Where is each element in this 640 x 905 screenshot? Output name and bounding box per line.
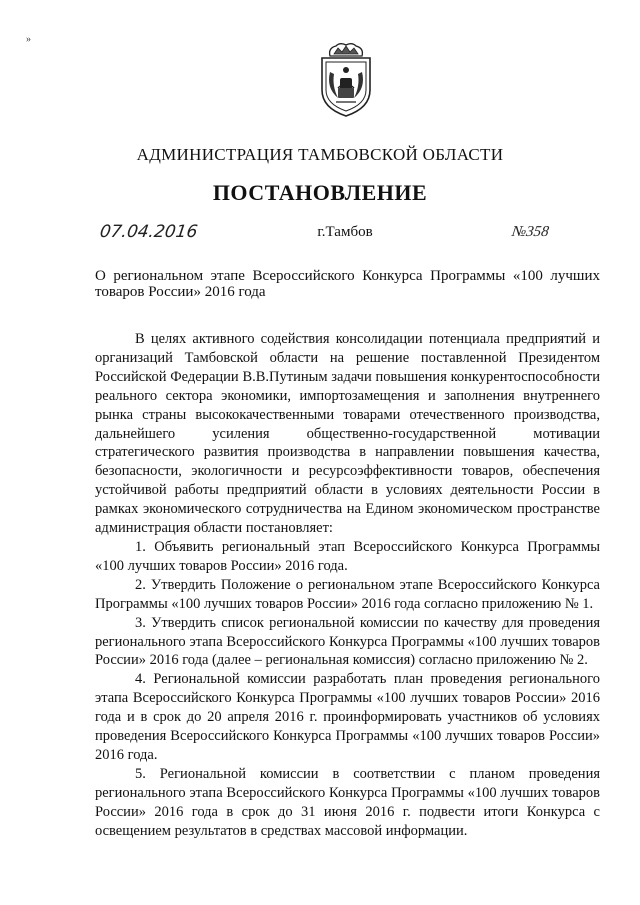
item-paragraph-3: 3. Утвердить список региональной комиссии по качеству для проведения регионального этапа Всероссийского Конкурса Программы «100 лучших товаров России» 2016 года (далее – региональная комиссия) согласно приложению № 2. [95,614,600,669]
item-paragraph-5: 5. Региональной комиссии в соответствии с планом проведения регионального этапа Всероссийского Конкурса Программы «100 лучших товаров России» 2016 года в срок до 31 июня 2016 г. подвести итоги Конкурса с освещением результатов в средствах массовой информации. [95,765,600,839]
document-city: г.Тамбов [317,224,373,240]
preamble-paragraph: В целях активного содействия консолидации потенциала предприятий и организаций Тамбовской области на решение поставленной Президентом Российской Федерации В.В.Путиным задачи повышения конкурентоспособности реального сектора экономики, импортозамещения и заполнения внутреннего рынка страны высококачественными товарами отечественного производства, дальнейшего усиления общественно-государственной мотивации стратегического развития производства в направлении повышения качества, безопасности, экологичности и ресурсоэффективности товаров, обеспечения устойчивой работы предприятий области в условиях деятельности России в рамках экономического сотрудничества на Едином экономическом пространстве администрация области постановляет: [95,331,600,537]
item-paragraph-1: 1. Объявить региональный этап Всероссийского Конкурса Программы «100 лучших товаров России» 2016 года. [95,538,600,574]
coat-of-arms-icon [316,42,376,118]
document-subject: О региональном этапе Всероссийского Конкурса Программы «100 лучших товаров России» 2016 года [95,268,600,300]
document-type: ПОСТАНОВЛЕНИЕ [212,180,428,205]
document-number: №358 [510,224,550,240]
corner-mark: » [26,34,31,45]
item-paragraph-2: 2. Утвердить Положение о региональном этапе Всероссийского Конкурса Программы «100 лучших товаров России» 2016 года согласно приложению № 1. [95,576,600,612]
document-date: 07.04.2016 [98,222,199,242]
organization-name: АДМИНИСТРАЦИЯ ТАМБОВСКОЙ ОБЛАСТИ [136,145,504,164]
item-paragraph-4: 4. Региональной комиссии разработать план проведения регионального этапа Всероссийского Конкурса Программы «100 лучших товаров России» 2016 года и в срок до 20 апреля 2016 г. проинформировать участников об условиях проведения Всероссийского Конкурса Программы «100 лучших товаров России» 2016 года. [95,671,600,763]
document-body [95,330,600,840]
